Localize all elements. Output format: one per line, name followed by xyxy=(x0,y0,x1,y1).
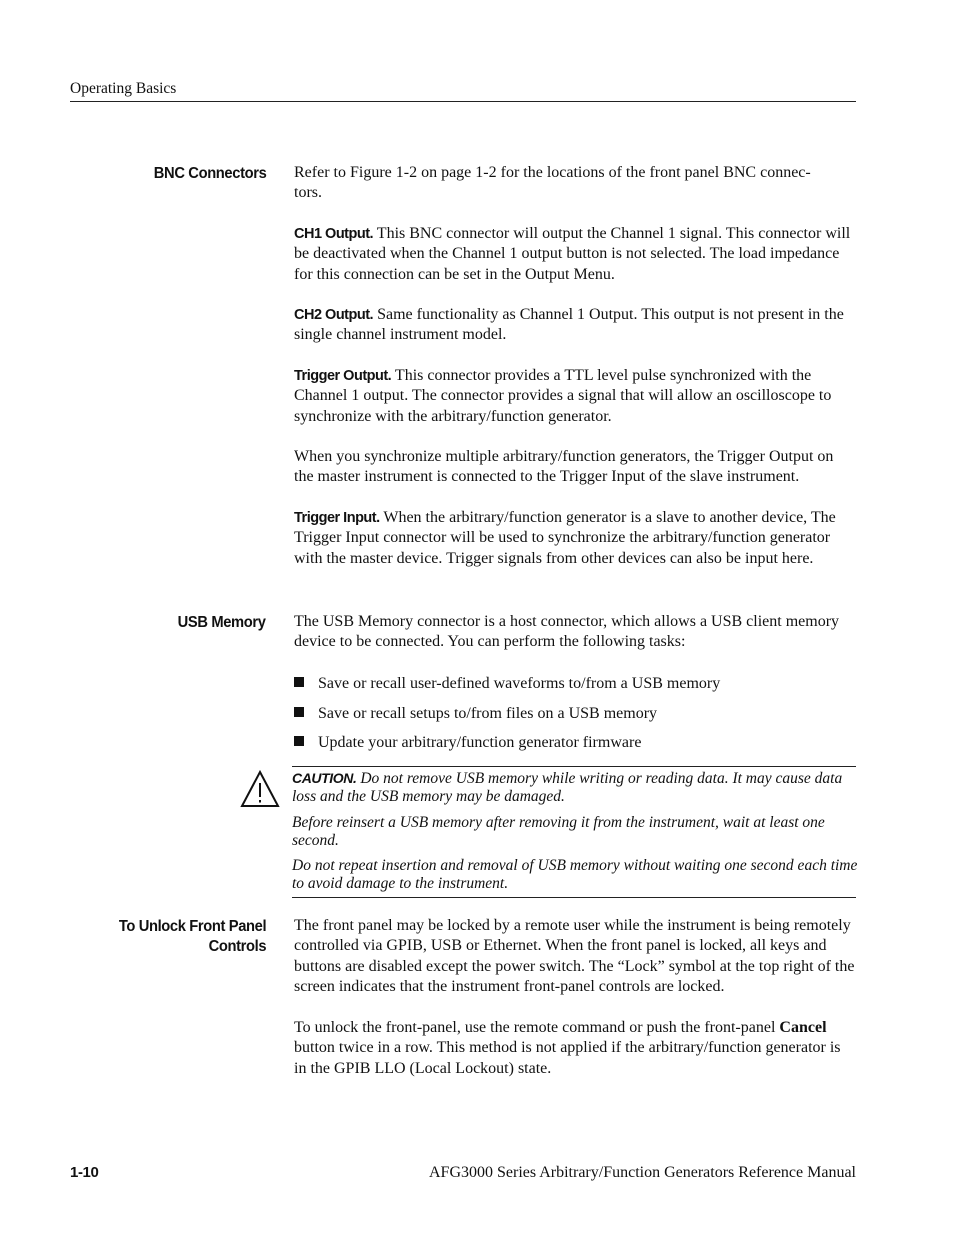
bullet-item xyxy=(294,733,641,753)
trigger-input-lead: Trigger Input. xyxy=(294,510,380,526)
unlock-heading-line1: To Unlock Front Panel xyxy=(118,918,266,935)
trigger-output-lead: Trigger Output. xyxy=(294,368,392,384)
caution-paragraph xyxy=(292,770,858,805)
unlock-p2-end: button twice in a row. This method is not applied if the arbitrary/function generator is in the GPIB LLO (Local Lockout) state. xyxy=(294,1039,841,1077)
ch2-output-lead: CH2 Output. xyxy=(294,307,374,323)
caution-reinsert-paragraph: Before reinsert a USB memory after removing it from the instrument, wait at least one second. xyxy=(292,814,825,849)
sync-paragraph: When you synchronize multiple arbitrary/function generators, the Trigger Output on the master instrument is connected to the Trigger Input of the slave instrument. xyxy=(294,448,834,486)
bullet-item xyxy=(294,704,657,724)
bnc-connectors-heading: BNC Connectors xyxy=(153,165,266,182)
bullet-text: Save or recall setups to/from files on a USB memory xyxy=(318,705,658,722)
manual-title: AFG3000 Series Arbitrary/Function Generators Reference Manual xyxy=(429,1164,856,1181)
caution-text: Do not remove USB memory while writing or reading data. It may cause data loss and the USB memory may be damaged. xyxy=(292,770,843,805)
unlock-paragraph-2 xyxy=(294,1018,856,1079)
unlock-heading xyxy=(119,917,266,957)
ch1-output-paragraph xyxy=(294,224,856,285)
unlock-p2-start: To unlock the front-panel, use the remote command or push the front-panel xyxy=(294,1019,780,1036)
bullet-square-icon xyxy=(294,736,304,746)
trigger-input-paragraph xyxy=(294,508,856,569)
unlock-paragraph-1: The front panel may be locked by a remote user while the instrument is being remotely controlled via GPIB, USB or Ethernet. When the front panel is locked, all keys and buttons are disabled except the power switch. The “Lock” symbol at the top right of the screen indicates that the instrument front-panel controls are locked. xyxy=(294,917,855,995)
caution-repeat-paragraph: Do not repeat insertion and removal of USB memory without waiting one second each time to avoid damage to the instrument. xyxy=(292,857,858,892)
bullet-item xyxy=(294,674,720,694)
caution-bottom-rule xyxy=(292,897,856,898)
bnc-intro xyxy=(294,163,856,204)
caution-lead: CAUTION. xyxy=(292,770,357,786)
bullet-square-icon xyxy=(294,707,304,717)
usb-intro: The USB Memory connector is a host connector, which allows a USB client memory device to be connected. You can perform the following tasks: xyxy=(294,613,840,651)
page-number: 1-10 xyxy=(70,1164,99,1181)
bullet-text: Save or recall user-defined waveforms to/from a USB memory xyxy=(318,675,721,692)
ch1-output-text: This BNC connector will output the Channel 1 signal. This connector will be deactivated when the Channel 1 output button is not selected. The load impedance for this connection can be set in the Output Menu. xyxy=(294,225,851,283)
ch2-output-paragraph xyxy=(294,305,856,346)
cancel-keyword: Cancel xyxy=(779,1019,827,1036)
running-header: Operating Basics xyxy=(70,80,177,97)
ch1-output-lead: CH1 Output. xyxy=(294,226,374,242)
usb-memory-heading: USB Memory xyxy=(178,614,266,631)
bullet-text: Update your arbitrary/function generator firmware xyxy=(318,734,642,751)
bnc-intro-line2: tors. xyxy=(294,184,322,202)
caution-top-rule xyxy=(292,766,856,767)
trigger-input-text: When the arbitrary/function generator is a slave to another device, The Trigger Input connector will be used to synchronize the arbitrary/function generator with the master device. Trigger signals from other devices can also be input here. xyxy=(294,509,836,567)
trigger-output-text: This connector provides a TTL level pulse synchronized with the Channel 1 output. The connector provides a signal that will allow an oscilloscope to synchronize with the arbitrary/function generator. xyxy=(294,367,832,425)
bnc-intro-line1: Refer to Figure 1-2 on page 1-2 for the locations of the front panel BNC connec- xyxy=(294,164,811,181)
unlock-heading-line2: Controls xyxy=(208,938,266,955)
header-rule xyxy=(70,101,856,102)
trigger-output-paragraph xyxy=(294,366,856,427)
ch2-output-text: Same functionality as Channel 1 Output. This output is not present in the single channel instrument model. xyxy=(294,306,844,344)
warning-triangle-icon xyxy=(240,770,280,808)
bullet-square-icon xyxy=(294,677,304,687)
